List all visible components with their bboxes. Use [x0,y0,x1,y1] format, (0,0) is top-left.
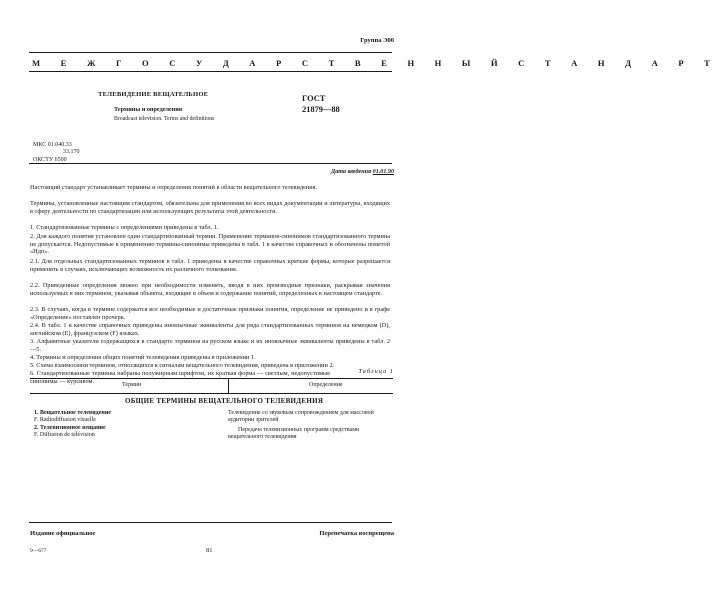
paragraph-12: 6. Стандартизованные термины набраны полужирным шрифтом, их краткая форма — светлым, недопустимые синонимы — курсивом. [30,370,330,385]
term-2: 2. Телевизионное вещание [34,424,106,431]
classifier-line: ОКСТУ 6500 [33,156,67,163]
term-1: 1. Вещательное телевидение [34,410,111,416]
section-rule [29,163,392,164]
top-rule-under-title [29,71,392,72]
top-rule [29,52,392,53]
table-header-definition: Определение [309,382,343,388]
paragraph-8: 2.4. В табл. 1 в качестве справочных приведены иноязычные эквиваленты для ряда стандартизованных терминов на немецком (D), английском (E), французском (F) языках. [30,322,390,337]
footer-right: Перепечатка воспрещена [319,530,394,537]
definition-2: Передача телевизионных программ средствами вещательного телевидения [228,426,360,441]
date-label: Дата введения [331,169,372,175]
paragraph-11: 5. Схема взаимосвязи терминов, относящихся к сигналам вещательного телевидения, приведена в приложении 2. [30,362,335,369]
paragraph-7: 2.3. В случаях, когда в термине содержатся все необходимые и достаточные признаки понятия, определение не приведено и в графе «Определение» поставлен прочерк. [30,306,390,321]
standard-title: М Е Ж Г О С У Д А Р С Т В Е Н Н Ы Й С Т А Н Д А Р Т [32,58,719,68]
gost-number: 21879—88 [302,105,340,114]
english-title: Broadcast television. Terms and definitions [114,116,215,122]
footer-rule [29,522,392,523]
paragraph-1: Настоящий стандарт устанавливает термины и определения понятий в области вещательного телевидения. [30,184,318,191]
date-line [331,169,394,175]
term-2-equivalent: F. Diffusion de télévision [34,432,95,439]
definition-1: Телевидение со звуковым сопровождением для массовой аудитории зрителей [228,410,374,424]
definition-column [228,410,393,442]
paragraph-10: 4. Термины и определения общих понятий телевидения приведены в приложении 1. [30,354,256,361]
document-title: ТЕЛЕВИДЕНИЕ ВЕЩАТЕЛЬНОЕ [98,91,209,98]
table-label: Таблица 1 [358,369,394,375]
paragraph-4: 2. Для каждого понятия установлен один стандартизованный термин. Применение терминов-синонимов стандартизованного термина не допускается. Недопустимые к применению термины-синонимы приведены в табл. 1 в качестве справочных и обозначены пометой «Ндп». [30,233,390,256]
term-column [34,410,194,440]
classifier-line: 33.170 [63,149,80,156]
paragraph-6: 2.2. Приведенные определения можно при необходимости изменять, вводя в них производные признаки, раскрывая значения используемых в них терминов, указывая объекты, входящие в объем и содержание понятий, определенных в настоящем стандарте. [30,282,390,297]
table-header-term: Термин [122,382,142,388]
term-1-equivalent: F. Radiodiffusion visuelle [34,417,96,424]
section-title: ОБЩИЕ ТЕРМИНЫ ВЕЩАТЕЛЬНОГО ТЕЛЕВИДЕНИЯ [125,397,324,405]
page-number: 81 [206,547,213,554]
document-subtitle: Термины и определения [114,106,183,113]
table-header [30,378,393,394]
paragraph-9: 3. Алфавитные указатели содержащихся в стандарте терминов на русском языке и их иноязычные эквиваленты приведены в табл. 2—5. [30,338,390,353]
print-code: 9—677 [30,548,47,554]
gost-label: ГОСТ [302,94,326,103]
classifier-block [33,142,80,164]
classifier-line: МКС 01.040.33 [33,142,72,148]
paragraph-5: 2.1. Для отдельных стандартизованных терминов в табл. 1 приведены в качестве справочных краткие формы, которые разрешается применять в случаях, исключающих возможность их различного толкования. [30,258,390,273]
footer-left: Издание официальное [30,530,96,537]
table-header-separator [228,379,229,393]
date-value: 01.01.90 [372,169,394,175]
paragraph-2: Термины, установленные настоящим стандартом, обязательны для применения во всех видах документации и литературы, входящих в сферу деятельности по стандартизации или использующих результаты этой деятельности. [30,200,390,215]
group-label: Группа Э00 [360,37,394,44]
paragraph-3: 1. Стандартизованные термины с определениями приведены в табл. 1. [30,224,219,231]
